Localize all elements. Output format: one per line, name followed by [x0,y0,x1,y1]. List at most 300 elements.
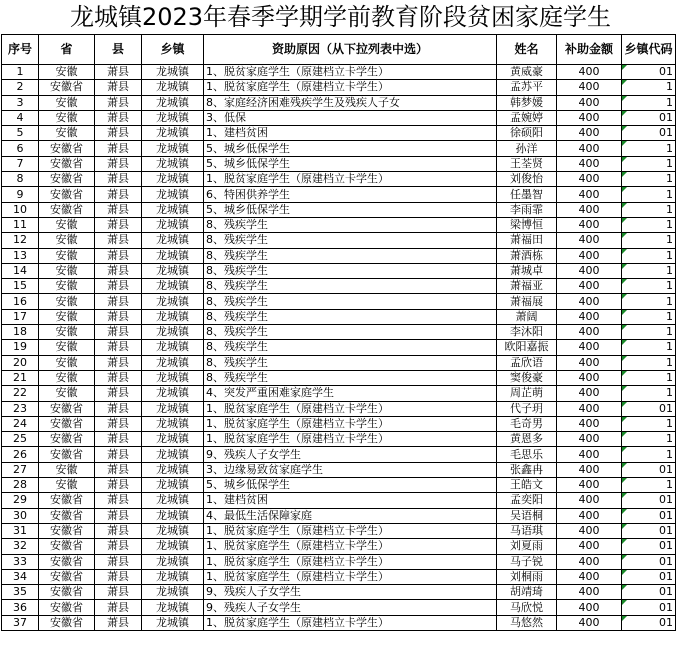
cell-reason[interactable]: 8、残疾学生 [204,279,497,294]
cell-amount[interactable]: 400 [557,585,622,600]
cell-name[interactable]: 刘俊怡 [497,172,557,187]
cell-reason[interactable]: 8、残疾学生 [204,233,497,248]
cell-county[interactable]: 萧县 [95,248,142,263]
cell-town[interactable]: 龙城镇 [142,554,204,569]
cell-amount[interactable]: 400 [557,462,622,477]
cell-code[interactable] [622,217,676,232]
cell-county[interactable]: 萧县 [95,416,142,431]
cell-name[interactable]: 李沐阳 [497,325,557,340]
cell-county[interactable]: 萧县 [95,95,142,110]
cell-no[interactable]: 35 [2,585,39,600]
cell-amount[interactable]: 400 [557,187,622,202]
cell-amount[interactable]: 400 [557,401,622,416]
cell-no[interactable]: 27 [2,462,39,477]
cell-no[interactable]: 17 [2,309,39,324]
cell-town[interactable]: 龙城镇 [142,95,204,110]
cell-province[interactable]: 安徽省 [39,554,95,569]
cell-reason[interactable]: 8、残疾学生 [204,217,497,232]
cell-no[interactable]: 24 [2,416,39,431]
cell-province[interactable]: 安徽 [39,263,95,278]
cell-reason[interactable]: 1、脱贫家庭学生（原建档立卡学生） [204,539,497,554]
cell-reason[interactable]: 9、残疾人子女学生 [204,600,497,615]
cell-county[interactable]: 萧县 [95,202,142,217]
cell-county[interactable]: 萧县 [95,110,142,125]
cell-amount[interactable]: 400 [557,478,622,493]
cell-code[interactable] [622,432,676,447]
cell-county[interactable]: 萧县 [95,462,142,477]
cell-no[interactable]: 8 [2,172,39,187]
cell-town[interactable]: 龙城镇 [142,110,204,125]
cell-town[interactable]: 龙城镇 [142,539,204,554]
cell-province[interactable]: 安徽 [39,370,95,385]
cell-code[interactable] [622,187,676,202]
cell-no[interactable]: 15 [2,279,39,294]
cell-no[interactable]: 36 [2,600,39,615]
table-row [2,156,676,171]
cell-town[interactable]: 龙城镇 [142,447,204,462]
cell-county[interactable]: 萧县 [95,585,142,600]
cell-name[interactable]: 孟欣语 [497,355,557,370]
cell-amount[interactable]: 400 [557,248,622,263]
cell-amount[interactable]: 400 [557,569,622,584]
cell-comment-marker-icon [622,279,627,284]
cell-comment-marker-icon [622,539,627,544]
cell-reason[interactable]: 8、残疾学生 [204,355,497,370]
cell-amount[interactable]: 400 [557,141,622,156]
cell-name[interactable]: 代子玥 [497,401,557,416]
cell-reason[interactable]: 1、脱贫家庭学生（原建档立卡学生） [204,432,497,447]
cell-reason[interactable]: 3、边缘易致贫家庭学生 [204,462,497,477]
cell-reason[interactable]: 8、残疾学生 [204,294,497,309]
cell-county[interactable]: 萧县 [95,126,142,141]
cell-reason[interactable]: 5、城乡低保学生 [204,141,497,156]
cell-name[interactable]: 毛思乐 [497,447,557,462]
cell-no[interactable]: 37 [2,615,39,630]
cell-town[interactable]: 龙城镇 [142,523,204,538]
cell-code[interactable] [622,386,676,401]
cell-province[interactable]: 安徽省 [39,416,95,431]
cell-province[interactable]: 安徽省 [39,508,95,523]
cell-name[interactable]: 孙洋 [497,141,557,156]
cell-county[interactable]: 萧县 [95,65,142,80]
cell-no[interactable]: 2 [2,80,39,95]
cell-province[interactable]: 安徽省 [39,187,95,202]
cell-reason[interactable]: 8、家庭经济困难残疾学生及残疾人子女 [204,95,497,110]
cell-county[interactable]: 萧县 [95,172,142,187]
cell-county[interactable]: 萧县 [95,187,142,202]
cell-amount[interactable]: 400 [557,202,622,217]
cell-no[interactable]: 12 [2,233,39,248]
cell-reason[interactable]: 1、脱贫家庭学生（原建档立卡学生） [204,172,497,187]
cell-code[interactable] [622,523,676,538]
cell-province[interactable]: 安徽 [39,279,95,294]
cell-town[interactable]: 龙城镇 [142,233,204,248]
cell-no[interactable]: 20 [2,355,39,370]
cell-amount[interactable]: 400 [557,355,622,370]
cell-town[interactable]: 龙城镇 [142,386,204,401]
cell-reason[interactable]: 5、城乡低保学生 [204,156,497,171]
cell-amount[interactable]: 400 [557,126,622,141]
cell-reason[interactable]: 1、脱贫家庭学生（原建档立卡学生） [204,80,497,95]
cell-no[interactable]: 1 [2,65,39,80]
cell-province[interactable]: 安徽省 [39,539,95,554]
cell-amount[interactable]: 400 [557,80,622,95]
cell-town[interactable]: 龙城镇 [142,340,204,355]
cell-amount[interactable]: 400 [557,309,622,324]
cell-province[interactable]: 安徽省 [39,432,95,447]
cell-county[interactable]: 萧县 [95,340,142,355]
cell-province[interactable]: 安徽省 [39,523,95,538]
cell-name[interactable]: 胡靖琦 [497,585,557,600]
cell-town[interactable]: 龙城镇 [142,355,204,370]
cell-amount[interactable]: 400 [557,217,622,232]
cell-no[interactable]: 21 [2,370,39,385]
cell-name[interactable]: 吴语桐 [497,508,557,523]
cell-comment-marker-icon [622,463,627,468]
cell-province[interactable]: 安徽 [39,355,95,370]
cell-no[interactable]: 5 [2,126,39,141]
cell-county[interactable]: 萧县 [95,156,142,171]
cell-name[interactable]: 萧酒栋 [497,248,557,263]
cell-no[interactable]: 9 [2,187,39,202]
cell-province[interactable]: 安徽 [39,386,95,401]
cell-amount[interactable]: 400 [557,65,622,80]
cell-no[interactable]: 10 [2,202,39,217]
cell-name[interactable]: 黄威豪 [497,65,557,80]
cell-name[interactable]: 张鑫冉 [497,462,557,477]
cell-county[interactable]: 萧县 [95,263,142,278]
cell-province[interactable]: 安徽 [39,462,95,477]
cell-amount[interactable]: 400 [557,279,622,294]
cell-code[interactable] [622,248,676,263]
cell-county[interactable]: 萧县 [95,279,142,294]
cell-county[interactable]: 萧县 [95,370,142,385]
cell-province[interactable]: 安徽 [39,95,95,110]
cell-name[interactable]: 李雨霏 [497,202,557,217]
cell-name[interactable]: 萧福展 [497,294,557,309]
cell-county[interactable]: 萧县 [95,493,142,508]
cell-county[interactable]: 萧县 [95,80,142,95]
cell-county[interactable]: 萧县 [95,309,142,324]
cell-reason[interactable]: 3、低保 [204,110,497,125]
cell-province[interactable]: 安徽省 [39,172,95,187]
cell-code[interactable] [622,615,676,630]
cell-code[interactable] [622,233,676,248]
cell-amount[interactable]: 400 [557,447,622,462]
cell-town[interactable]: 龙城镇 [142,478,204,493]
cell-no[interactable]: 30 [2,508,39,523]
cell-name[interactable]: 王荃贤 [497,156,557,171]
cell-code[interactable] [622,554,676,569]
cell-name[interactable]: 孟婉婷 [497,110,557,125]
cell-name[interactable]: 王皓文 [497,478,557,493]
cell-town[interactable]: 龙城镇 [142,279,204,294]
cell-town[interactable]: 龙城镇 [142,508,204,523]
cell-province[interactable]: 安徽省 [39,156,95,171]
cell-town[interactable]: 龙城镇 [142,294,204,309]
cell-reason[interactable]: 1、脱贫家庭学生（原建档立卡学生） [204,65,497,80]
cell-town[interactable]: 龙城镇 [142,156,204,171]
cell-code[interactable] [622,355,676,370]
cell-amount[interactable]: 400 [557,233,622,248]
cell-reason[interactable]: 8、残疾学生 [204,325,497,340]
cell-code[interactable] [622,569,676,584]
cell-province[interactable]: 安徽省 [39,80,95,95]
cell-no[interactable]: 34 [2,569,39,584]
cell-name[interactable]: 刘桐雨 [497,569,557,584]
cell-no[interactable]: 32 [2,539,39,554]
cell-province[interactable]: 安徽 [39,248,95,263]
cell-code[interactable] [622,309,676,324]
cell-code[interactable] [622,80,676,95]
cell-code[interactable] [622,447,676,462]
cell-code[interactable] [622,585,676,600]
cell-name[interactable]: 萧福亚 [497,279,557,294]
cell-amount[interactable]: 400 [557,263,622,278]
cell-code[interactable] [622,493,676,508]
cell-town[interactable]: 龙城镇 [142,370,204,385]
cell-amount[interactable]: 400 [557,523,622,538]
cell-amount[interactable]: 400 [557,615,622,630]
cell-amount[interactable]: 400 [557,493,622,508]
cell-no[interactable]: 6 [2,141,39,156]
cell-province[interactable]: 安徽省 [39,447,95,462]
cell-province[interactable]: 安徽省 [39,569,95,584]
cell-name[interactable]: 韩梦媛 [497,95,557,110]
cell-province[interactable]: 安徽省 [39,615,95,630]
cell-province[interactable]: 安徽省 [39,493,95,508]
cell-town[interactable]: 龙城镇 [142,432,204,447]
cell-town[interactable]: 龙城镇 [142,325,204,340]
cell-name[interactable]: 黄恩多 [497,432,557,447]
cell-no[interactable]: 18 [2,325,39,340]
cell-reason[interactable]: 1、脱贫家庭学生（原建档立卡学生） [204,615,497,630]
cell-town[interactable]: 龙城镇 [142,309,204,324]
cell-county[interactable]: 萧县 [95,141,142,156]
cell-code[interactable] [622,539,676,554]
cell-no[interactable]: 7 [2,156,39,171]
cell-code[interactable] [622,294,676,309]
cell-town[interactable]: 龙城镇 [142,615,204,630]
cell-town[interactable]: 龙城镇 [142,187,204,202]
cell-amount[interactable]: 400 [557,432,622,447]
cell-town[interactable]: 龙城镇 [142,401,204,416]
cell-county[interactable]: 萧县 [95,447,142,462]
cell-county[interactable]: 萧县 [95,554,142,569]
cell-town[interactable]: 龙城镇 [142,248,204,263]
cell-province[interactable]: 安徽省 [39,585,95,600]
cell-name[interactable]: 窦俊豪 [497,370,557,385]
cell-county[interactable]: 萧县 [95,539,142,554]
cell-province[interactable]: 安徽 [39,233,95,248]
cell-reason[interactable]: 1、建档贫困 [204,493,497,508]
cell-reason[interactable]: 1、脱贫家庭学生（原建档立卡学生） [204,523,497,538]
cell-county[interactable]: 萧县 [95,325,142,340]
cell-county[interactable]: 萧县 [95,294,142,309]
cell-town[interactable]: 龙城镇 [142,462,204,477]
cell-reason[interactable]: 8、残疾学生 [204,309,497,324]
cell-code[interactable] [622,141,676,156]
cell-amount[interactable]: 400 [557,554,622,569]
cell-no[interactable]: 3 [2,95,39,110]
cell-code[interactable] [622,478,676,493]
cell-name[interactable]: 梁博恒 [497,217,557,232]
cell-no[interactable]: 26 [2,447,39,462]
cell-code[interactable] [622,508,676,523]
cell-amount[interactable]: 400 [557,539,622,554]
cell-no[interactable]: 33 [2,554,39,569]
cell-town[interactable]: 龙城镇 [142,141,204,156]
cell-county[interactable]: 萧县 [95,478,142,493]
cell-no[interactable]: 25 [2,432,39,447]
cell-province[interactable]: 安徽 [39,294,95,309]
cell-code[interactable] [622,202,676,217]
cell-code[interactable] [622,126,676,141]
cell-province[interactable]: 安徽 [39,65,95,80]
cell-reason[interactable]: 8、残疾学生 [204,370,497,385]
cell-reason[interactable]: 1、建档贫困 [204,126,497,141]
cell-reason[interactable]: 6、特困供养学生 [204,187,497,202]
cell-province[interactable]: 安徽 [39,110,95,125]
cell-code[interactable] [622,279,676,294]
cell-province[interactable]: 安徽省 [39,600,95,615]
cell-town[interactable]: 龙城镇 [142,80,204,95]
cell-no[interactable]: 28 [2,478,39,493]
cell-town[interactable]: 龙城镇 [142,493,204,508]
cell-code[interactable] [622,95,676,110]
cell-amount[interactable]: 400 [557,416,622,431]
cell-county[interactable]: 萧县 [95,569,142,584]
cell-reason[interactable]: 1、脱贫家庭学生（原建档立卡学生） [204,401,497,416]
cell-code[interactable] [622,65,676,80]
cell-name[interactable]: 毛奇男 [497,416,557,431]
cell-reason[interactable]: 1、脱贫家庭学生（原建档立卡学生） [204,554,497,569]
cell-amount[interactable]: 400 [557,325,622,340]
cell-name[interactable]: 孟奕阳 [497,493,557,508]
cell-amount[interactable]: 400 [557,386,622,401]
cell-code[interactable] [622,370,676,385]
cell-county[interactable]: 萧县 [95,217,142,232]
cell-reason[interactable]: 8、残疾学生 [204,248,497,263]
cell-name[interactable]: 马悠然 [497,615,557,630]
cell-code[interactable] [622,263,676,278]
cell-county[interactable]: 萧县 [95,600,142,615]
cell-amount[interactable]: 400 [557,172,622,187]
cell-no[interactable]: 16 [2,294,39,309]
cell-reason[interactable]: 9、残疾人子女学生 [204,585,497,600]
cell-name[interactable]: 刘夏雨 [497,539,557,554]
cell-province[interactable]: 安徽省 [39,401,95,416]
cell-name[interactable]: 孟苏平 [497,80,557,95]
cell-code[interactable] [622,340,676,355]
cell-reason[interactable]: 4、突发严重困难家庭学生 [204,386,497,401]
cell-amount[interactable]: 400 [557,110,622,125]
cell-amount[interactable]: 400 [557,156,622,171]
cell-town[interactable]: 龙城镇 [142,126,204,141]
cell-province[interactable]: 安徽 [39,217,95,232]
cell-town[interactable]: 龙城镇 [142,569,204,584]
cell-town[interactable]: 龙城镇 [142,600,204,615]
cell-code[interactable] [622,110,676,125]
cell-no[interactable]: 22 [2,386,39,401]
cell-amount[interactable]: 400 [557,294,622,309]
cell-town[interactable]: 龙城镇 [142,416,204,431]
cell-name[interactable]: 萧阔 [497,309,557,324]
cell-reason[interactable]: 8、残疾学生 [204,340,497,355]
cell-province[interactable]: 安徽 [39,126,95,141]
cell-no[interactable]: 31 [2,523,39,538]
cell-name[interactable]: 萧福田 [497,233,557,248]
cell-amount[interactable]: 400 [557,370,622,385]
cell-amount[interactable]: 400 [557,508,622,523]
cell-name[interactable]: 徐硕阳 [497,126,557,141]
cell-name[interactable]: 马语琪 [497,523,557,538]
cell-no[interactable]: 29 [2,493,39,508]
cell-county[interactable]: 萧县 [95,523,142,538]
cell-code[interactable] [622,156,676,171]
cell-province[interactable]: 安徽省 [39,202,95,217]
cell-name[interactable]: 周芷萌 [497,386,557,401]
cell-name[interactable]: 欧阳嘉振 [497,340,557,355]
cell-reason[interactable]: 1、脱贫家庭学生（原建档立卡学生） [204,569,497,584]
cell-reason[interactable]: 8、残疾学生 [204,263,497,278]
cell-reason[interactable]: 9、残疾人子女学生 [204,447,497,462]
cell-reason[interactable]: 5、城乡低保学生 [204,478,497,493]
cell-no[interactable]: 11 [2,217,39,232]
cell-province[interactable]: 安徽 [39,325,95,340]
cell-county[interactable]: 萧县 [95,432,142,447]
cell-code[interactable] [622,325,676,340]
cell-reason[interactable]: 4、最低生活保障家庭 [204,508,497,523]
cell-name[interactable]: 萧城卓 [497,263,557,278]
cell-no[interactable]: 4 [2,110,39,125]
cell-amount[interactable]: 400 [557,600,622,615]
cell-name[interactable]: 任墨智 [497,187,557,202]
cell-county[interactable]: 萧县 [95,233,142,248]
cell-county[interactable]: 萧县 [95,401,142,416]
cell-reason[interactable]: 1、脱贫家庭学生（原建档立卡学生） [204,416,497,431]
cell-code[interactable] [622,172,676,187]
cell-town[interactable]: 龙城镇 [142,263,204,278]
cell-code[interactable] [622,600,676,615]
cell-amount[interactable]: 400 [557,95,622,110]
cell-no[interactable]: 19 [2,340,39,355]
cell-no[interactable]: 23 [2,401,39,416]
cell-code[interactable] [622,416,676,431]
cell-no[interactable]: 14 [2,263,39,278]
cell-province[interactable]: 安徽省 [39,141,95,156]
cell-amount[interactable]: 400 [557,340,622,355]
cell-town[interactable]: 龙城镇 [142,585,204,600]
cell-code[interactable] [622,462,676,477]
cell-name[interactable]: 马欣悦 [497,600,557,615]
cell-province[interactable]: 安徽 [39,340,95,355]
cell-town[interactable]: 龙城镇 [142,202,204,217]
cell-code[interactable] [622,401,676,416]
cell-reason[interactable]: 5、城乡低保学生 [204,202,497,217]
cell-county[interactable]: 萧县 [95,386,142,401]
cell-county[interactable]: 萧县 [95,508,142,523]
cell-name[interactable]: 马子锐 [497,554,557,569]
cell-no[interactable]: 13 [2,248,39,263]
cell-province[interactable]: 安徽 [39,478,95,493]
cell-county[interactable]: 萧县 [95,355,142,370]
cell-town[interactable]: 龙城镇 [142,172,204,187]
cell-province[interactable]: 安徽 [39,309,95,324]
cell-county[interactable]: 萧县 [95,615,142,630]
cell-town[interactable]: 龙城镇 [142,65,204,80]
cell-town[interactable]: 龙城镇 [142,217,204,232]
